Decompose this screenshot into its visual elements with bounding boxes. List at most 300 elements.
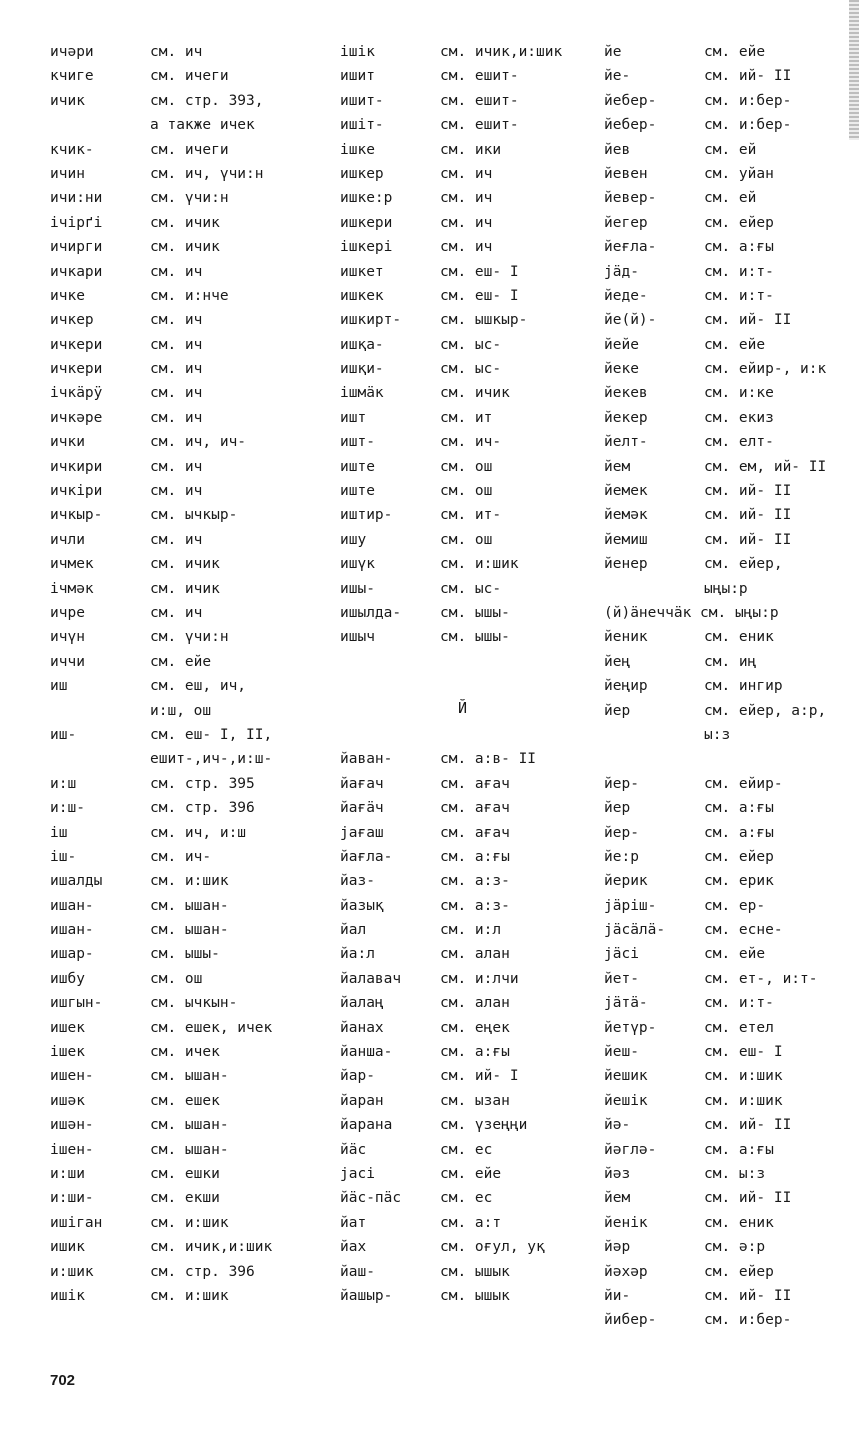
entry-reference: см. и:шик (704, 1068, 783, 1085)
entry-headword: иш (50, 678, 68, 695)
entry-reference: ешит-,ич-,и:ш- (150, 751, 273, 768)
entry-headword: йалаң (340, 995, 384, 1012)
entry-reference: см. ич (150, 44, 203, 60)
entry-headword: йеник (604, 629, 648, 646)
entry-headword: йә- (604, 1117, 631, 1134)
entry-headword: ишбу (50, 970, 85, 987)
entry-reference: см. ейир-, и:к (704, 361, 827, 378)
entry-reference: ыңы:р (704, 580, 748, 597)
entry-headword: йашыр- (340, 1287, 393, 1304)
entry-headword: йелт- (604, 434, 648, 451)
entry-reference: см. ич (440, 239, 493, 256)
entry-headword: ішік (340, 44, 375, 60)
entry-headword: йер (604, 702, 631, 719)
entry-headword: ичкари (50, 263, 103, 280)
entry-reference: см. ий- I (440, 1068, 519, 1085)
entry-headword: йекер (604, 409, 648, 426)
entry-reference: см. ич (150, 336, 203, 353)
entry-reference: см. а:з- (440, 897, 510, 914)
entry-reference: см. ычкыр- (150, 507, 238, 524)
entry-reference: см. ич, үчи:н (150, 165, 264, 182)
entry-reference: см. ейер (704, 848, 774, 865)
entry-headword: йäс-пäс (340, 1190, 402, 1207)
entry-reference: см. ич (150, 458, 203, 475)
entry-reference: см. ич (150, 312, 203, 329)
entry-reference: см. ич (150, 531, 203, 548)
entry-reference: см. ич (150, 385, 203, 402)
entry-headword: йе:р (604, 848, 639, 865)
entry-headword: йеке (604, 361, 639, 378)
entry-reference: см. ешит- (440, 92, 519, 109)
entry-headword: йал (340, 922, 367, 939)
entry-headword: ичкыр- (50, 507, 103, 524)
entry-reference: см. ич (150, 604, 203, 621)
entry-headword: ишалды (50, 873, 103, 890)
entry-headword: јäсäлä- (604, 922, 666, 939)
entry-headword: йәглә- (604, 1141, 657, 1158)
entry-headword: ишкек (340, 287, 384, 304)
entry-headword: йаш- (340, 1263, 375, 1280)
entry-headword: йағла- (340, 848, 393, 865)
entry-headword: ишит (340, 68, 375, 85)
entry-headword: йазық (340, 897, 384, 914)
entry-reference: см. үзеңңи (440, 1117, 528, 1134)
entry-reference: см. ич (440, 190, 493, 207)
entry-headword: иччи (50, 653, 85, 670)
entry-headword: йах (340, 1239, 367, 1256)
entry-headword: йеғла- (604, 239, 657, 256)
entry-reference: см. стр. 393, (150, 92, 264, 109)
entry-reference: см. а:ғы (704, 824, 774, 841)
entry-headword: и:ши- (50, 1190, 94, 1207)
entry-headword: јäріш- (604, 897, 657, 914)
entry-headword: ішен- (50, 1141, 94, 1158)
entry-headword: йем (604, 458, 631, 475)
entry-reference: см. ий- II (704, 507, 792, 524)
entry-headword: йат (340, 1214, 367, 1231)
entry-headword: кчиге (50, 68, 94, 85)
entry-headword: йер- (604, 775, 639, 792)
entry-headword: ишит- (340, 92, 384, 109)
entry-reference: см. ич, и:ш (150, 824, 247, 841)
entry-reference: см. а:в- II (440, 751, 537, 768)
entry-headword: јäсі (604, 946, 639, 963)
entry-headword: йев (604, 141, 631, 158)
entry-headword: йеш- (604, 1044, 639, 1061)
entry-headword: йет- (604, 970, 639, 987)
entry-headword: йенік (604, 1214, 648, 1231)
entry-reference: см. ош (150, 970, 203, 987)
entry-reference: см. ә:р (704, 1239, 766, 1256)
entry-headword: ичкери (50, 336, 103, 353)
entry-reference: см. ышык (440, 1263, 510, 1280)
entry-reference: см. ич (150, 409, 203, 426)
entry-headword: ишен- (50, 1068, 94, 1085)
entry-headword: йағäч (340, 800, 384, 817)
entry-headword: ишгын- (50, 995, 103, 1012)
entry-reference: см. ий- II (704, 1190, 792, 1207)
entry-reference: см. ейе (704, 946, 766, 963)
entry-reference: см. ешит- (440, 68, 519, 85)
entry-reference: см. ичик,и:шик (150, 1239, 273, 1256)
entry-headword: йи- (604, 1287, 631, 1304)
entry-headword: ишар- (50, 946, 94, 963)
entry-headword: ічкäрÿ (50, 385, 103, 402)
entry-headword: йаз- (340, 873, 375, 890)
entry-reference: см. ичик,и:шик (440, 44, 563, 60)
entry-reference: см. и:нче (150, 287, 229, 304)
entry-headword: ичли (50, 531, 85, 548)
entry-reference: см. ий- II (704, 1117, 792, 1134)
entry-headword: ишкер (340, 165, 384, 182)
entry-reference: см. и:ке (704, 385, 774, 402)
entry-reference: см. ышы- (440, 629, 510, 646)
entry-reference: см. еш- I (440, 287, 519, 304)
entry-reference: см. ешек, ичек (150, 1019, 273, 1036)
entry-reference: см. ич (150, 361, 203, 378)
entry-headword: ичке (50, 287, 85, 304)
entry-headword: йемиш (604, 531, 648, 548)
entry-headword: јағаш (340, 824, 384, 841)
entry-reference: см. ағач (440, 824, 510, 841)
entry-reference: см. ыс- (440, 336, 502, 353)
entry-headword: и:ш (50, 775, 77, 792)
entry-reference: см. алан (440, 995, 510, 1012)
entry-reference: см. ағач (440, 775, 510, 792)
entry-headword: йе (604, 44, 622, 60)
entry-reference: см. етел (704, 1019, 774, 1036)
entry-reference: см. стр. 395 (150, 775, 255, 792)
entry-reference: ы:з (704, 726, 731, 743)
entry-headword: ишүк (340, 556, 375, 573)
entry-reference: см. стр. 396 (150, 800, 255, 817)
entry-reference: см. еш- I, II, (150, 726, 273, 743)
entry-reference: см. ий- II (704, 483, 792, 500)
entry-reference: см. елт- (704, 434, 774, 451)
entry-headword: ишік (50, 1287, 85, 1304)
entry-headword: ишу (340, 531, 367, 548)
entry-reference: см. ичеги (150, 141, 229, 158)
entry-reference: см. ич- (440, 434, 502, 451)
entry-headword: йевен (604, 165, 648, 182)
entry-reference: см. ейер, (704, 556, 783, 573)
entry-reference: см. ики (440, 141, 502, 158)
entry-reference: см. ышан- (150, 922, 229, 939)
entry-headword: ичре (50, 604, 85, 621)
entry-reference: см. и:бер- (704, 92, 792, 109)
entry-headword: ичик (50, 92, 85, 109)
entry-headword: йаран (340, 1092, 384, 1109)
entry-reference: см. ичек (150, 1044, 220, 1061)
entry-headword: иш- (50, 726, 77, 743)
entry-reference: см. ес (440, 1190, 493, 1207)
entry-reference: см. ит (440, 409, 493, 426)
entry-reference: а также ичек (150, 117, 255, 134)
entry-headword: йäс (340, 1141, 367, 1158)
entry-reference: см. и:бер- (704, 1312, 792, 1329)
entry-reference: см. ичик (150, 580, 220, 597)
entry-reference: см. ейер (704, 1263, 774, 1280)
entry-headword: йер (604, 800, 631, 817)
entry-headword: ишан- (50, 897, 94, 914)
entry-reference: см. ич (150, 263, 203, 280)
entry-reference: см. и:шик (150, 1214, 229, 1231)
entry-headword: ичи:ни (50, 190, 103, 207)
entry-headword: йевер- (604, 190, 657, 207)
entry-reference: см. и:шик (704, 1092, 783, 1109)
entry-headword: ишкери (340, 214, 393, 231)
entry-reference: см. ышы- (440, 604, 510, 621)
entry-reference: см. екиз (704, 409, 774, 426)
entry-headword: ишан- (50, 922, 94, 939)
entry-headword: кчик- (50, 141, 94, 158)
entry-headword: йәз (604, 1165, 631, 1182)
entry-reference: см. ейер, а:р, (704, 702, 827, 719)
entry-reference: см. и:л (440, 922, 502, 939)
entry-reference: см. а:т (440, 1214, 502, 1231)
scan-edge-artifact (849, 0, 859, 140)
entry-reference: см. ейир- (704, 775, 783, 792)
entry-headword: ишкет (340, 263, 384, 280)
entry-headword: (й)äнеччäк см. ыңы:р (604, 604, 779, 621)
entry-reference: см. ей (704, 141, 757, 158)
entry-headword: йемек (604, 483, 648, 500)
entry-reference: см. ич (150, 483, 203, 500)
entry-headword: йеңир (604, 678, 648, 695)
entry-reference: см. и:шик (440, 556, 519, 573)
entry-reference: см. а:ғы (440, 848, 510, 865)
section-letter-heading: Й (458, 698, 468, 717)
entry-headword: иште (340, 483, 375, 500)
entry-headword: ишылда- (340, 604, 402, 621)
entry-reference: см. ич (440, 165, 493, 182)
entry-headword: и:ши (50, 1165, 85, 1182)
entry-headword: йибер- (604, 1312, 657, 1329)
entry-headword: йанша- (340, 1044, 393, 1061)
entry-headword: йәхәр (604, 1263, 648, 1280)
entry-headword: ічмәк (50, 580, 94, 597)
entry-reference: см. үчи:н (150, 629, 229, 646)
entry-reference: см. ышан- (150, 1141, 229, 1158)
entry-headword: йешик (604, 1068, 648, 1085)
entry-headword: йанах (340, 1019, 384, 1036)
entry-headword: іш (50, 824, 68, 841)
entry-reference: см. ичик (150, 214, 220, 231)
entry-reference: см. а:ғы (440, 1044, 510, 1061)
entry-reference: см. ич, ич- (150, 434, 247, 451)
entry-reference: см. ет-, и:т- (704, 970, 818, 987)
entry-headword: ичкири (50, 458, 103, 475)
entry-headword: йебер- (604, 92, 657, 109)
entry-headword: јасі (340, 1165, 375, 1182)
entry-reference: см. ерик (704, 873, 774, 890)
entry-reference: см. ешек (150, 1092, 220, 1109)
entry-reference: см. ош (440, 483, 493, 500)
entry-reference: см. ичик (440, 385, 510, 402)
entry-reference: см. үчи:н (150, 190, 229, 207)
entry-reference: см. ышык (440, 1287, 510, 1304)
entry-reference: см. ич (440, 214, 493, 231)
entry-reference: см. ейе (704, 336, 766, 353)
entry-reference: см. и:лчи (440, 970, 519, 987)
entry-headword: йеде- (604, 287, 648, 304)
entry-headword: ишек (50, 1019, 85, 1036)
entry-headword: и:ш- (50, 800, 85, 817)
entry-reference: и:ш, ош (150, 702, 212, 719)
entry-reference: см. ич- (150, 848, 212, 865)
entry-headword: ишәк (50, 1092, 85, 1109)
entry-headword: йемәк (604, 507, 648, 524)
entry-reference: см. еш- I (704, 1044, 783, 1061)
entry-reference: см. ий- II (704, 531, 792, 548)
entry-reference: см. ыс- (440, 580, 502, 597)
entry-headword: йекев (604, 385, 648, 402)
entry-headword: йерик (604, 873, 648, 890)
entry-reference: см. ышкыр- (440, 312, 528, 329)
entry-reference: см. ышан- (150, 1068, 229, 1085)
entry-headword: йар- (340, 1068, 375, 1085)
entry-reference: см. ейер (704, 214, 774, 231)
entry-reference: см. ит- (440, 507, 502, 524)
entry-headword: иште (340, 458, 375, 475)
entry-headword: ичәри (50, 44, 94, 60)
entry-reference: см. ышы- (150, 946, 220, 963)
entry-headword: ишқи- (340, 361, 384, 378)
entry-reference: см. ышан- (150, 897, 229, 914)
entry-reference: см. екши (150, 1190, 220, 1207)
entry-reference: см. а:ғы (704, 1141, 774, 1158)
entry-reference: см. есне- (704, 922, 783, 939)
entry-headword: јäтä- (604, 995, 648, 1012)
entry-headword: ішмäк (340, 385, 384, 402)
entry-reference: см. еник (704, 1214, 774, 1231)
entry-headword: йе- (604, 68, 631, 85)
entry-headword: ішке (340, 141, 375, 158)
entry-headword: ишіган (50, 1214, 103, 1231)
entry-headword: и:шик (50, 1263, 94, 1280)
entry-headword: ишән- (50, 1117, 94, 1134)
entry-headword: ичмек (50, 556, 94, 573)
entry-headword: йер- (604, 824, 639, 841)
entry-reference: см. ий- II (704, 312, 792, 329)
entry-reference: см. ичеги (150, 68, 229, 85)
entry-headword: ишке:р (340, 190, 393, 207)
entry-headword: ишт- (340, 434, 375, 451)
entry-reference: см. алан (440, 946, 510, 963)
entry-reference: см. ыс- (440, 361, 502, 378)
entry-reference: см. ешки (150, 1165, 220, 1182)
entry-headword: ішкері (340, 239, 393, 256)
entry-reference: см. оғул, уқ (440, 1239, 545, 1256)
entry-headword: йаван- (340, 751, 393, 768)
entry-headword: йетүр- (604, 1019, 657, 1036)
entry-headword: іш- (50, 848, 77, 865)
entry-headword: йәр (604, 1239, 631, 1256)
entry-headword: йағач (340, 775, 384, 792)
entry-reference: см. и:т- (704, 263, 774, 280)
entry-reference: см. ош (440, 458, 493, 475)
entry-reference: см. ий- II (704, 1287, 792, 1304)
entry-reference: см. еңек (440, 1019, 510, 1036)
entry-headword: ичкәре (50, 409, 103, 426)
entry-headword: ичкіри (50, 483, 103, 500)
entry-headword: йебер- (604, 117, 657, 134)
entry-headword: йем (604, 1190, 631, 1207)
entry-reference: см. и:шик (150, 873, 229, 890)
entry-reference: см. а:ғы (704, 239, 774, 256)
entry-headword: ишкирт- (340, 312, 402, 329)
entry-headword: ичин (50, 165, 85, 182)
entry-reference: см. ичик (150, 239, 220, 256)
entry-reference: см. и:т- (704, 287, 774, 304)
entry-reference: см. ейе (704, 44, 766, 60)
entry-reference: см. ейе (150, 653, 212, 670)
entry-headword: ишыч (340, 629, 375, 646)
entry-headword: йалавач (340, 970, 402, 987)
entry-reference: см. ичик (150, 556, 220, 573)
entry-reference: см. ер- (704, 897, 766, 914)
entry-reference: см. ышан- (150, 1117, 229, 1134)
page-number: 702 (50, 1372, 76, 1389)
entry-reference: см. ес (440, 1141, 493, 1158)
entry-headword: ишқа- (340, 336, 384, 353)
entry-reference: см. а:ғы (704, 800, 774, 817)
entry-headword: ишт (340, 409, 367, 426)
entry-headword: ичкери (50, 361, 103, 378)
entry-reference: см. еш, ич, (150, 678, 247, 695)
entry-headword: ишик (50, 1239, 85, 1256)
entry-reference: см. и:бер- (704, 117, 792, 134)
entry-reference: см. ы:з (704, 1165, 766, 1182)
entry-headword: ичирги (50, 239, 103, 256)
entry-reference: см. ош (440, 531, 493, 548)
entry-reference: см. ий- II (704, 68, 792, 85)
entry-reference: см. еник (704, 629, 774, 646)
entry-headword: ичкер (50, 312, 94, 329)
entry-headword: ичүн (50, 629, 85, 646)
entry-reference: см. и:т- (704, 995, 774, 1012)
entry-reference: см. еш- I (440, 263, 519, 280)
entry-headword: ички (50, 434, 85, 451)
entry-headword: јäд- (604, 263, 639, 280)
entry-reference: см. ычкын- (150, 995, 238, 1012)
entry-reference: см. и:шик (150, 1287, 229, 1304)
entry-reference: см. стр. 396 (150, 1263, 255, 1280)
entry-headword: йарана (340, 1117, 393, 1134)
entry-headword: иштир- (340, 507, 393, 524)
entry-headword: йа:л (340, 946, 375, 963)
entry-headword: ишы- (340, 580, 375, 597)
entry-headword: йе(й)- (604, 312, 657, 329)
entry-reference: см. ингир (704, 678, 783, 695)
entry-reference: см. ей (704, 190, 757, 207)
entry-reference: см. иң (704, 653, 757, 670)
entry-reference: см. а:з- (440, 873, 510, 890)
entry-reference: см. ағач (440, 800, 510, 817)
entry-headword: йешік (604, 1092, 648, 1109)
entry-headword: ічірґі (50, 214, 103, 231)
entry-headword: ишіт- (340, 117, 384, 134)
entry-headword: йегер (604, 214, 648, 231)
entry-headword: йең (604, 653, 631, 670)
entry-headword: йейе (604, 336, 639, 353)
entry-headword: ішек (50, 1044, 85, 1061)
entry-reference: см. ем, ий- II (704, 458, 827, 475)
entry-reference: см. уйан (704, 165, 774, 182)
entry-headword: йенер (604, 556, 648, 573)
entry-reference: см. ейе (440, 1165, 502, 1182)
entry-reference: см. ешит- (440, 117, 519, 134)
